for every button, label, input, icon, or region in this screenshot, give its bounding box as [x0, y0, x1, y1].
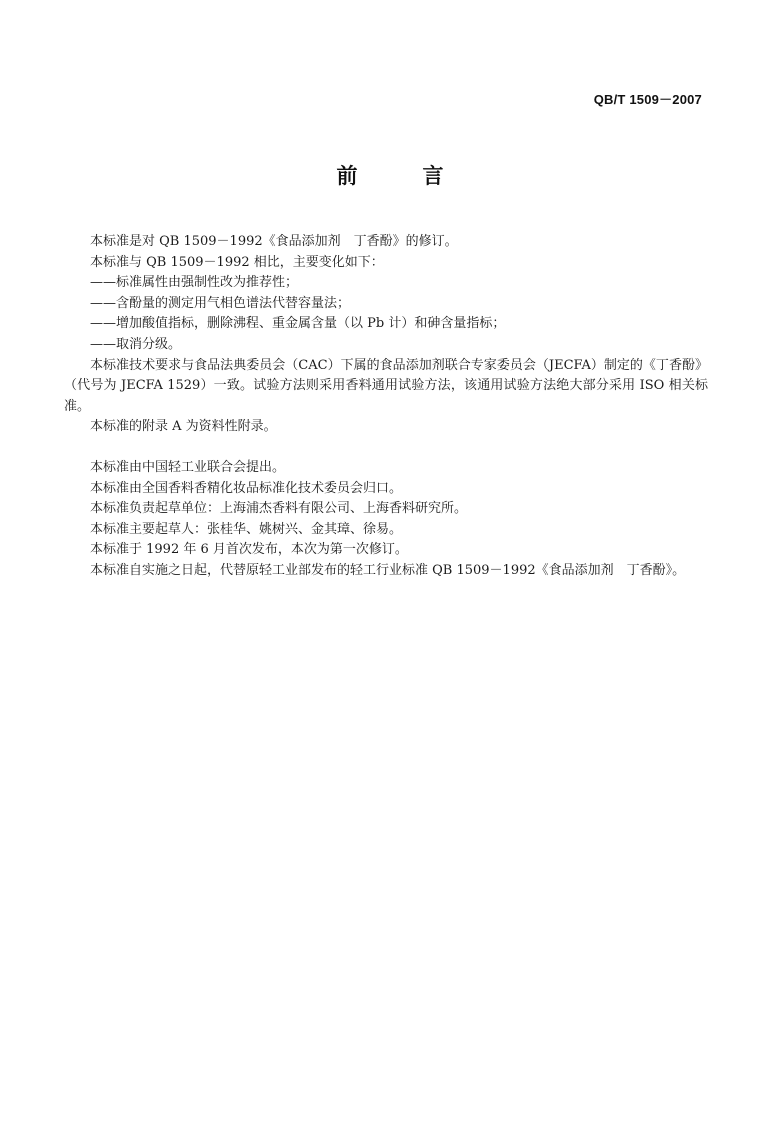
foreword-section-revision — [64, 232, 708, 438]
foreword-section-drafting — [64, 458, 708, 582]
paragraph-changes-intro: 本标准与 QB 1509－1992 相比，主要变化如下： — [90, 254, 384, 270]
section-spacer — [64, 438, 708, 458]
paragraph-publication-history: 本标准于 1992 年 6 月首次发布，本次为第一次修订。 — [90, 542, 408, 558]
paragraph-committee: 本标准由全国香料香精化妆品标准化技术委员会归口。 — [90, 480, 403, 496]
change-item: ——标准属性由强制性改为推荐性； — [90, 275, 299, 291]
page-title: 前 言 — [336, 164, 466, 188]
paragraph-supersedes: 本标准自实施之日起，代替原轻工业部发布的轻工行业标准 QB 1509－1992《食品添加剂 丁香酚》。 — [90, 562, 686, 578]
standard-code: QB/T 1509－2007 — [593, 92, 702, 107]
paragraph-revision-statement: 本标准是对 QB 1509－1992《食品添加剂 丁香酚》的修订。 — [90, 234, 458, 249]
paragraph-drafting-units: 本标准负责起草单位：上海浦杰香料有限公司、上海香料研究所。 — [90, 501, 468, 517]
paragraph-proposer: 本标准由中国轻工业联合会提出。 — [90, 459, 286, 475]
paragraph-technical-requirements: 本标准技术要求与食品法典委员会（CAC）下属的食品添加剂联合专家委员会（JECFA）制定的《丁香酚》（代号为 JECFA 1529）一致。试验方法则采用香料通用试验方法，该通用试验方法绝大部分采用 ISO 相关标准。 — [64, 357, 708, 414]
change-item: ——增加酸值指标，删除沸程、重金属含量（以 Pb 计）和砷含量指标； — [90, 316, 506, 332]
paragraph-drafters: 本标准主要起草人：张桂华、姚树兴、金其璋、徐易。 — [90, 521, 403, 537]
paragraph-annex-note: 本标准的附录 A 为资料性附录。 — [90, 419, 277, 435]
change-item: ——取消分级。 — [90, 336, 182, 352]
change-item: ——含酚量的测定用气相色谱法代替容量法； — [90, 295, 351, 311]
foreword-body — [64, 232, 708, 582]
